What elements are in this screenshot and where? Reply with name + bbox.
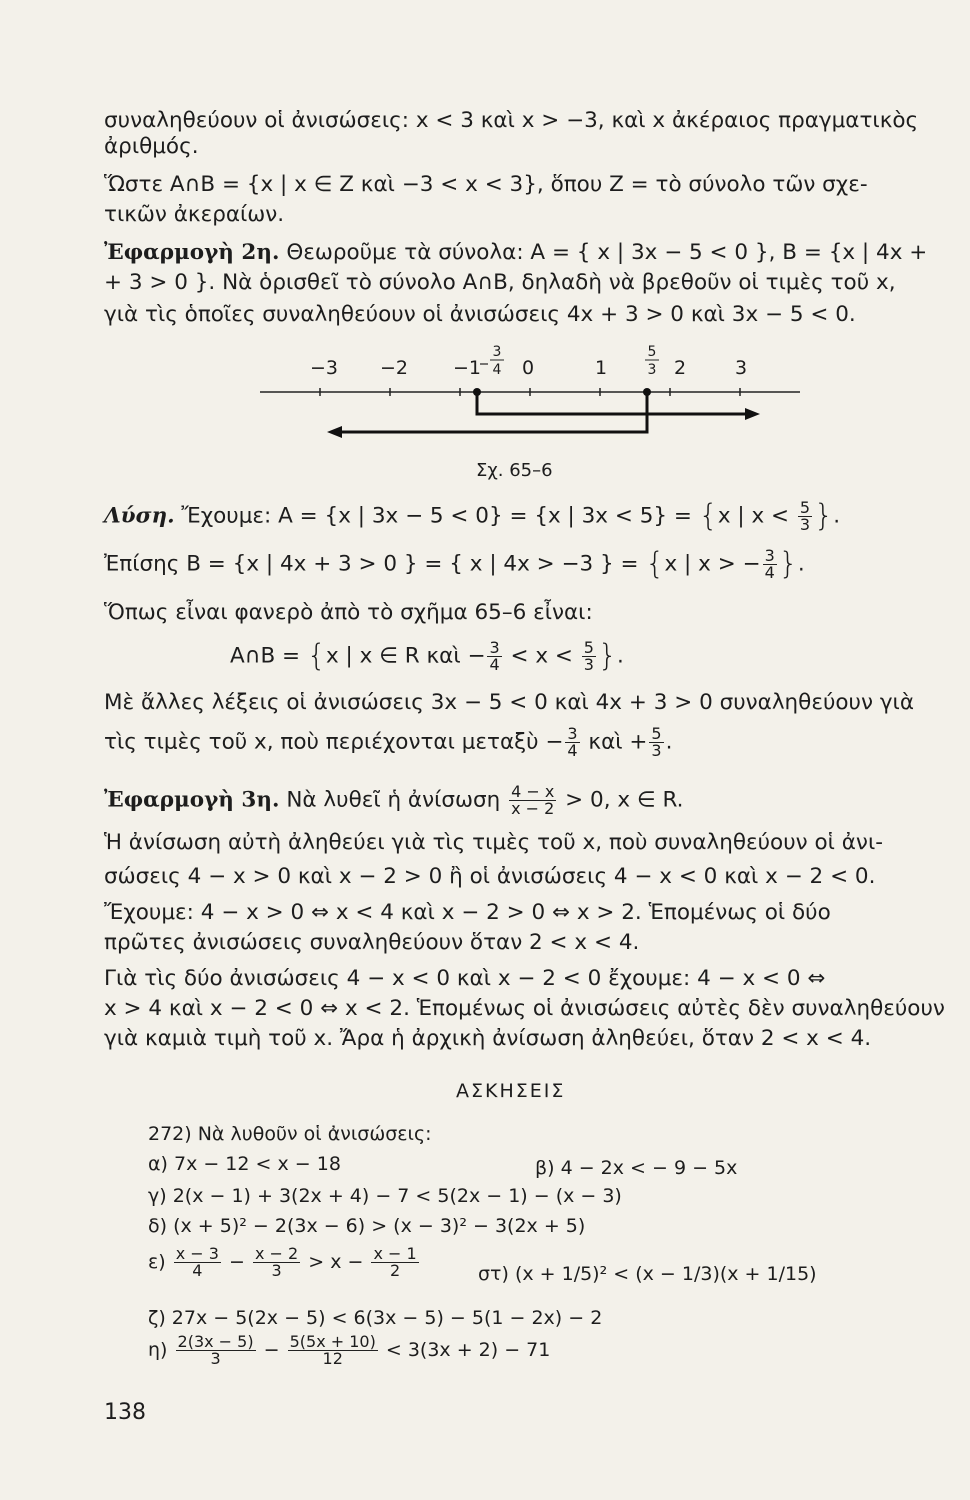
- text-run: Ἐπίσης B = {x | 4x + 3 > 0 } = { x | 4x > −3 } =: [104, 551, 646, 577]
- text-line: Ἐπίσης B = {x | 4x + 3 > 0 } = { x | 4x > −3 } = {x | x > − $\frac{3}{4}$ }.: [104, 546, 805, 582]
- numerator: x − 1: [373, 1244, 417, 1263]
- text-line: τικῶν ἀκεραίων.: [104, 202, 285, 227]
- text-line: γιὰ τὶς ὁποῖες συναληθεύουν οἱ ἀνισώσεις 4x + 3 > 0 καὶ 3x − 5 < 0.: [104, 302, 856, 327]
- denominator: 4: [764, 563, 775, 582]
- text-run: < 3(3x + 2) − 71: [379, 1339, 551, 1361]
- fraction: [582, 640, 596, 673]
- text-line: x > 4 καὶ x − 2 < 0 ⇔ x < 2. Ἑπομένως οἱ ἀνισώσεις αὐτὲς δὲν συναληθεύουν: [104, 996, 945, 1021]
- numerator: 2(3x − 5): [177, 1332, 254, 1351]
- numerator: 5: [583, 638, 594, 657]
- fraction-label: 4: [492, 362, 502, 378]
- exercise-intro: 272) Νὰ λυθοῦν οἱ ἀνισώσεις:: [148, 1123, 432, 1145]
- application-2-line: [104, 240, 964, 266]
- numerator: x − 3: [175, 1244, 219, 1263]
- text-line: Ὅπως εἶναι φανερὸ ἀπὸ τὸ σχῆμα 65–6 εἶναι:: [104, 600, 593, 625]
- brace: }: [814, 498, 834, 534]
- fraction: [288, 1334, 378, 1367]
- text-run: x | x <: [717, 503, 796, 529]
- text-line: πρῶτες ἀνισώσεις συναληθεύουν ὅταν 2 < x < 4.: [104, 930, 640, 955]
- denominator: 4: [489, 655, 500, 674]
- text-line: + 3 > 0 }. Νὰ ὁρισθεῖ τὸ σύνολο A∩B, δηλαδὴ νὰ βρεθοῦν οἱ τιμὲς τοῦ x,: [104, 270, 896, 295]
- fraction-label: 3: [492, 344, 502, 360]
- figure-caption: Σχ. 65–6: [476, 460, 553, 481]
- application-3-line: [104, 784, 964, 817]
- text-line: ἀριθμός.: [104, 134, 199, 159]
- text-run: Νὰ λυθεῖ ἡ ἀνίσωση: [279, 787, 508, 813]
- text-run: > x −: [302, 1251, 370, 1273]
- numerator: 4 − x: [511, 782, 555, 801]
- text-run: > 0, x ∈ R.: [558, 787, 684, 813]
- denominator: 12: [322, 1349, 343, 1368]
- numerator: 3: [489, 638, 500, 657]
- text-run: τὶς τιμὲς τοῦ x, ποὺ περιέχονται μεταξὺ −: [104, 729, 564, 755]
- intersection-line: A∩B = {x | x ∈ R καὶ − $\frac{3}{4}$ < x < $\frac{5}{3}$ }.: [230, 638, 624, 674]
- tick-label: 0: [522, 357, 535, 379]
- text-line: σώσεις 4 − x > 0 καὶ x − 2 > 0 ἢ οἱ ἀνισώσεις 4 − x < 0 καὶ x − 2 < 0.: [104, 864, 876, 889]
- fraction: [176, 1334, 256, 1367]
- denominator: 2: [389, 1261, 401, 1280]
- fraction: [371, 1246, 418, 1279]
- set-a-arrow: [477, 392, 745, 414]
- tick-label: 3: [735, 357, 748, 379]
- text-line: Ἡ ἀνίσωση αὐτὴ ἀληθεύει γιὰ τὶς τιμὲς τοῦ x, ποὺ συναληθεύουν οἱ ἀνι-: [104, 830, 883, 855]
- numerator: 5(5x + 10): [289, 1332, 376, 1351]
- fraction: [649, 726, 663, 759]
- tick-label: −2: [380, 357, 409, 379]
- text-run: Ἔχουμε: A = {x | 3x − 5 < 0} = {x | 3x < 5} =: [174, 503, 699, 529]
- fraction: [763, 548, 777, 581]
- text-line: τὶς τιμὲς τοῦ x, ποὺ περιέχονται μεταξὺ − $\frac{3}{4}$ καὶ + $\frac{5}{3}$ .: [104, 724, 673, 760]
- fraction: [798, 500, 812, 533]
- exercise-item: α) 7x − 12 < x − 18: [148, 1153, 341, 1175]
- text-run: < x <: [503, 643, 580, 669]
- tick-label: −1: [453, 357, 482, 379]
- text-run: καὶ +: [581, 729, 648, 755]
- text-run: A∩B =: [230, 643, 307, 669]
- brace: {: [645, 546, 665, 582]
- exercise-item: δ) (x + 5)² − 2(3x − 6) > (x − 3)² − 3(2x + 5): [148, 1215, 586, 1237]
- fraction: [509, 784, 556, 817]
- denominator: 4: [567, 741, 578, 760]
- solution-line: Λύση. Ἔχουμε: A = {x | 3x − 5 < 0} = {x | 3x < 5} = {x | x < $\frac{5}{3}$ }.: [104, 498, 841, 534]
- text-line: Ὥστε A∩B = {x | x ∈ Z καὶ −3 < x < 3}, ὅπου Z = τὸ σύνολο τῶν σχε-: [104, 172, 868, 197]
- numerator: x − 2: [254, 1244, 299, 1263]
- text-line: Γιὰ τὶς δύο ἀνισώσεις 4 − x < 0 καὶ x − 2 < 0 ἔχουμε: 4 − x < 0 ⇔: [104, 966, 826, 991]
- exercise-item: β) 4 − 2x < − 9 − 5x: [535, 1157, 738, 1179]
- brace: {: [306, 638, 326, 674]
- numerator: 3: [567, 724, 578, 743]
- application-3-title: Ἐφαρμογὴ 3η.: [104, 787, 280, 813]
- number-line-figure: [250, 344, 810, 456]
- text-run: x | x > −: [664, 551, 761, 577]
- text-line: συναληθεύουν οἱ ἀνισώσεις: x < 3 καὶ x > −3, καὶ x ἀκέραιος πραγματικὸς: [104, 108, 919, 133]
- exercise-item: ζ) 27x − 5(2x − 5) < 6(3x − 5) − 5(1 − 2x) − 2: [148, 1307, 603, 1329]
- fraction: [565, 726, 579, 759]
- exercises-heading: ΑΣΚΗΣΕΙΣ: [456, 1080, 566, 1102]
- text-line: γιὰ καμιὰ τιμὴ τοῦ x. Ἄρα ἡ ἀρχικὴ ἀνίσωση ἀληθεύει, ὅταν 2 < x < 4.: [104, 1026, 872, 1051]
- tick-label: −3: [310, 357, 339, 379]
- text-line: Ἔχουμε: 4 − x > 0 ⇔ x < 4 καὶ x − 2 > 0 ⇔ x > 2. Ἑπομένως οἱ δύο: [104, 900, 831, 925]
- denominator: 4: [192, 1261, 203, 1280]
- fraction: [253, 1246, 300, 1279]
- tick-label: 2: [674, 357, 687, 379]
- brace: }: [597, 638, 618, 674]
- numerator: 3: [764, 546, 775, 565]
- exercise-label: στ): [478, 1263, 509, 1285]
- denominator: x − 2: [511, 799, 555, 818]
- text-run: (x + 1/5)² < (x − 1/3)(x + 1/15): [514, 1263, 817, 1285]
- exercise-item: ε) $\frac{x - 3}{4}$ − $\frac{x - 2}{3}$ > x − $\frac{x - 1}{2}$: [148, 1244, 417, 1280]
- fraction: [487, 640, 501, 673]
- page-number: 138: [104, 1400, 146, 1425]
- exercise-item: γ) 2(x − 1) + 3(2x + 4) − 7 < 5(2x − 1) − (x − 3): [148, 1185, 622, 1207]
- text-run: x | x ∈ R καὶ −: [325, 643, 486, 669]
- numerator: 5: [799, 498, 811, 517]
- set-b-arrow: [342, 392, 647, 432]
- brace: }: [778, 546, 798, 582]
- denominator: 3: [583, 655, 594, 674]
- denominator: 3: [210, 1349, 221, 1368]
- text-line: Μὲ ἄλλες λέξεις οἱ ἀνισώσεις 3x − 5 < 0 καὶ 4x + 3 > 0 συναληθεύουν γιὰ: [104, 690, 915, 715]
- exercise-item: η) $\frac{2(3x - 5)}{3}$ − $\frac{5(5x + 10)}{12}$ < 3(3x + 2) − 71: [148, 1332, 551, 1368]
- exercise-label: η): [148, 1339, 168, 1361]
- exercise-item: [478, 1262, 938, 1286]
- fraction-label: 3: [647, 362, 657, 378]
- application-2-title: Ἐφαρμογὴ 2η.: [104, 240, 280, 265]
- solution-title: Λύση.: [104, 503, 175, 529]
- brace: {: [698, 498, 718, 534]
- fraction: [174, 1246, 221, 1279]
- text-run: Θεωροῦμε τὰ σύνολα: A = { x | 3x − 5 < 0 }, B = {x | 4x +: [279, 240, 928, 265]
- denominator: 3: [271, 1261, 282, 1280]
- denominator: 3: [651, 741, 662, 760]
- numerator: 5: [651, 724, 662, 743]
- fraction-label: 5: [647, 344, 657, 360]
- exercise-label: ε): [148, 1251, 166, 1273]
- denominator: 3: [799, 515, 811, 534]
- tick-label: 1: [595, 357, 608, 379]
